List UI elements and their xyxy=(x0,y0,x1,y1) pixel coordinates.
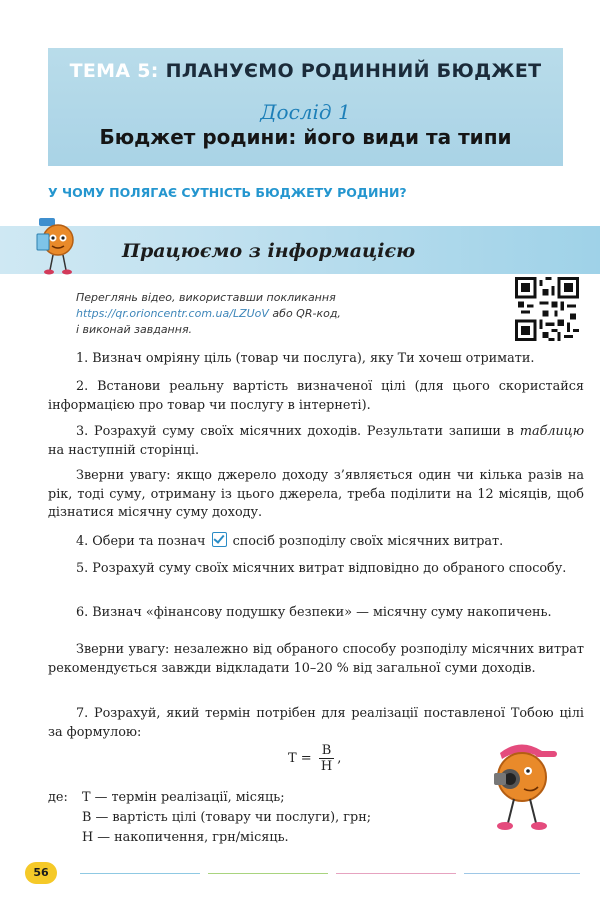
footer-rule xyxy=(80,873,200,874)
footer-rule xyxy=(336,873,456,874)
task-7: 7. Розрахуй, який термін потрібен для реалізації поставленої Тобою цілі за формулою: xyxy=(48,706,584,740)
note-2: Зверни увагу: незалежно від обраного способу розподілу місячних витрат рекомендується завжди відкладати 10–20 % від загальної суми доходів. xyxy=(48,642,584,676)
checkbox-icon xyxy=(212,532,227,547)
legend-lead: де: xyxy=(48,790,68,805)
mascot-reading-icon xyxy=(33,214,83,276)
formula-denominator: Н xyxy=(320,759,333,774)
video-note xyxy=(76,290,436,338)
legend-row xyxy=(48,828,371,848)
task-2: 2. Встанови реальну вартість визначеної цілі (для цього скористайся інформацією про товар чи послугу в інтернеті). xyxy=(48,379,584,413)
task-3-emphasis: таблицю xyxy=(519,424,584,439)
task-4-text: 4. Обери та познач xyxy=(76,534,206,549)
info-block-title: Працюємо з інформацією xyxy=(122,240,416,262)
legend-row xyxy=(48,808,371,828)
legend-b: В — вартість цілі (товару чи послуги), грн; xyxy=(82,810,372,825)
theme-label: ТЕМА 5: xyxy=(69,60,159,82)
task-4 xyxy=(76,532,584,552)
task-1: 1. Визнач омріяну ціль (товар чи послуга), яку Ти хочеш отримати. xyxy=(76,351,535,366)
formula-numerator: В xyxy=(319,743,334,759)
formula-lhs: Т = xyxy=(288,751,312,766)
legend-n: Н — накопичення, грн/місяць. xyxy=(82,830,289,845)
video-note-mid: або QR-код, xyxy=(268,307,341,320)
task-4-tail: спосіб розподілу своїх місячних витрат. xyxy=(232,534,504,549)
experience-label: Дослід 1 xyxy=(260,100,351,124)
task-3 xyxy=(48,423,584,460)
note-1: Зверни увагу: якщо джерело доходу з’являється один чи кілька разів на рік, тоді суму, отриману із цього джерела, треба поділити на 12 місяців, щоб дізнатися місячну суму доходу. xyxy=(48,468,584,520)
task-5: 5. Розрахуй суму своїх місячних витрат відповідно до обраного способу. xyxy=(76,561,567,576)
legend-t: Т — термін реалізації, місяць; xyxy=(82,790,285,805)
qr-code-icon[interactable] xyxy=(515,277,579,341)
legend-row xyxy=(48,788,371,808)
task-3-text: 3. Розрахуй суму своїх місячних доходів. Результати запиши в xyxy=(76,424,520,439)
theme-heading xyxy=(48,60,563,82)
task-6: 6. Визнач «фінансову подушку безпеки» — місячну суму накопичень. xyxy=(76,605,552,620)
theme-title: ПЛАНУЄМО РОДИННИЙ БЮДЖЕТ xyxy=(165,60,542,82)
section-question: У ЧОМУ ПОЛЯГАЄ СУТНІСТЬ БЮДЖЕТУ РОДИНИ? xyxy=(48,185,407,200)
formula-legend xyxy=(48,788,371,848)
footer-rule xyxy=(464,873,580,874)
page-number: 56 xyxy=(25,862,57,884)
formula-fraction xyxy=(319,743,334,774)
mascot-camera-icon xyxy=(480,735,565,835)
footer-rule xyxy=(208,873,328,874)
video-note-end: і виконай завдання. xyxy=(76,323,193,336)
task-3-tail: на наступній сторінці. xyxy=(48,442,200,458)
formula-trail: , xyxy=(337,751,342,766)
video-link[interactable]: https://qr.orioncentr.com.ua/LZUoV xyxy=(76,307,269,320)
lesson-title: Бюджет родини: його види та типи xyxy=(99,125,512,149)
video-note-text: Переглянь відео, використавши покликання xyxy=(76,291,336,304)
formula xyxy=(288,743,341,774)
